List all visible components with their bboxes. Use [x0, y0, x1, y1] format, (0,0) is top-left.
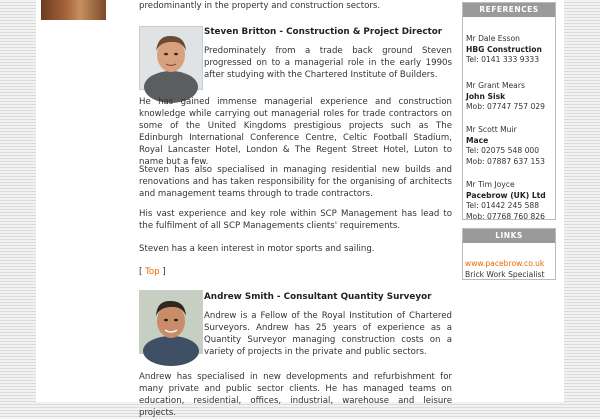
references-box [462, 2, 556, 220]
bracket-close: ] [162, 267, 166, 277]
steven-britton-paragraph: His vast experience and key role within SCP Management has lead to the fulfilment of all SCP Managements clients' requirements. [139, 209, 452, 231]
andrew-smith-heading: Andrew Smith - Consultant Quantity Surveyor [204, 292, 432, 302]
reference-phone: Tel: 02075 548 000 [466, 146, 540, 155]
page [36, 0, 564, 418]
reference-org: John Sisk [466, 91, 506, 101]
andrew-smith-intro: Andrew is a Fellow of the Royal Institution of Chartered Surveyors. Andrew has 25 years of experience as a Quantity Surveyor managing construction costs on a variety of projects in the private and public sectors. [204, 311, 452, 357]
andrew-smith-paragraph: Andrew has specialised in new developments and refurbishment for many private and public sector clients. He has managed teams on education, residential, offices, industrial, warehouse and leisure projects. [139, 372, 452, 418]
andrew-smith-photo [139, 290, 203, 354]
reference-org: HBG Construction [466, 44, 542, 54]
reference-phone: Tel: 0141 333 9333 [466, 55, 540, 64]
links-box [462, 228, 556, 280]
previous-bio-tail: predominantly in the property and construction sectors. [139, 1, 381, 11]
steven-britton-paragraph: Steven has also specialised in managing residential new builds and renovations and has taken responsibility for the organising of architects and management teams through to trade contractors. [139, 165, 452, 199]
pacebrow-link[interactable]: www.pacebrow.co.uk [465, 259, 545, 268]
top-link-wrapper [139, 267, 166, 277]
reference-name: Mr Grant Mears [466, 81, 525, 90]
top-link[interactable]: Top [145, 267, 160, 277]
steven-britton-paragraph: Steven has a keen interest in motor sports and sailing. [139, 244, 375, 254]
reference-org: Mace [466, 135, 489, 145]
bracket-open: [ [139, 267, 143, 277]
steven-britton-heading: Steven Britton - Construction & Project Director [204, 27, 443, 37]
references-heading: REFERENCES [463, 3, 555, 17]
previous-person-photo [41, 0, 106, 20]
reference-item [463, 81, 545, 113]
reference-item [463, 180, 546, 222]
links-heading: LINKS [463, 229, 555, 243]
reference-org: Pacebrow (UK) Ltd [466, 190, 546, 200]
reference-name: Mr Dale Esson [466, 34, 520, 43]
reference-name: Mr Tim Joyce [466, 180, 515, 189]
link-description: Brick Work Specialist [465, 269, 545, 279]
reference-phone: Mob: 07747 757 029 [466, 102, 545, 111]
steven-britton-paragraph: He has gained immense managerial experience and construction knowledge while carrying out managerial roles for trade contractors on some of the United Kingdoms prestigious projects such as The Edinburgh International Conference Centre, Celtic Football Stadium, Royal Lancaster Hotel, London & The Regent Street Hotel, Luton to name but a few. [139, 97, 452, 167]
reference-item [463, 34, 542, 66]
steven-britton-photo [139, 26, 203, 90]
reference-name: Mr Scott Muir [466, 125, 517, 134]
reference-phone: Mob: 07887 637 153 [466, 156, 545, 166]
reference-phone: Tel: 01442 245 588 [466, 201, 540, 210]
steven-britton-intro: Predominately from a trade back ground Steven progressed on to a managerial role in the early 1990s after studying with the Chartered Institute of Builders. [204, 46, 452, 80]
reference-phone: Mob: 07768 760 826 [466, 211, 545, 221]
reference-item [463, 125, 545, 167]
